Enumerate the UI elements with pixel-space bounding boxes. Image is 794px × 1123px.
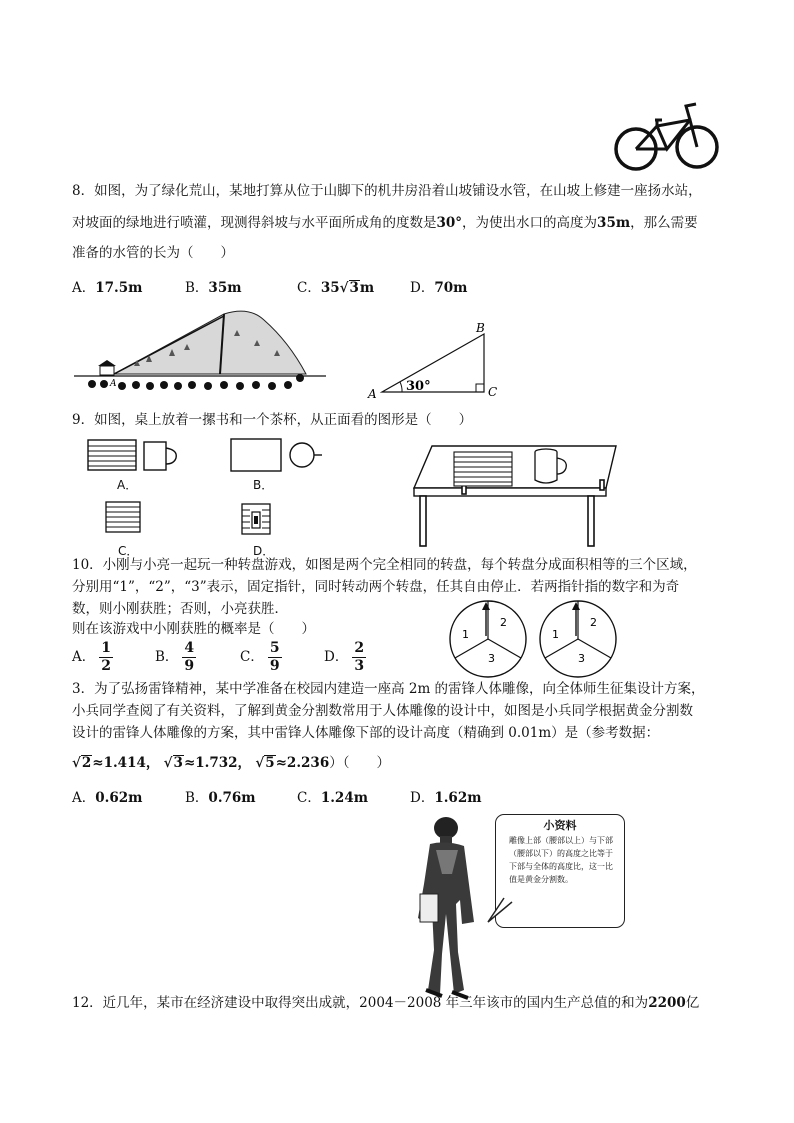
q9-option-b-label[interactable]: B． xyxy=(253,478,274,492)
q9-option-d-label[interactable]: D． xyxy=(253,544,275,558)
fraction-numerator: 2 xyxy=(354,640,365,656)
spinner-region-1: 1 xyxy=(552,628,559,641)
option-value: 0.76m xyxy=(208,790,256,806)
q10-option-a[interactable] xyxy=(72,640,113,675)
spinner-2 xyxy=(536,598,620,680)
q9-option-a-label[interactable]: A． xyxy=(117,478,138,492)
q3-option-c[interactable] xyxy=(297,786,368,806)
q10-text-line-1: 10．小刚与小亮一起玩一种转盘游戏，如图是两个完全相同的转盘，每个转盘分成面积相等的三个区域， xyxy=(72,557,697,573)
option-value: 17.5m xyxy=(95,280,143,296)
fraction-denominator: 2 xyxy=(101,658,111,674)
triangle-angle-label: 30° xyxy=(406,379,431,394)
fraction-denominator: 3 xyxy=(354,658,365,674)
q12-amount: 2200 xyxy=(648,995,686,1011)
q9-option-b-figure[interactable] xyxy=(228,437,324,473)
option-label: A． xyxy=(72,649,96,665)
q12-unit: 亿 xyxy=(685,995,700,1011)
q8-height-value: 35m xyxy=(597,215,631,231)
fraction-denominator: 9 xyxy=(269,658,280,674)
q3-reference-data: √2≈1.414， √3≈1.732， √5≈2.236）（ ） xyxy=(72,755,390,771)
option-label: C． xyxy=(297,790,321,806)
radicand: 2 xyxy=(81,755,92,771)
q10-option-d[interactable] xyxy=(324,640,366,675)
q3-text-line-3: 设计的雷锋人体雕像的方案，其中雷锋人体雕像下部的设计高度（精确到 0.01m）是（参考数据： xyxy=(72,725,660,741)
radicand: 3 xyxy=(173,755,183,771)
spinner-region-2: 2 xyxy=(590,616,597,629)
table-books-cup-illustration xyxy=(410,440,626,552)
triangle-vertex-c: C xyxy=(488,385,498,399)
q3-text-line-1: 3．为了弘扬雷锋精神，某中学准备在校园内建造一座高 2m 的雷锋人体雕像，向全体师生征集设计方案， xyxy=(72,681,705,697)
option-label: D． xyxy=(324,649,349,665)
fraction-numerator: 1 xyxy=(101,640,111,656)
fraction-denominator: 9 xyxy=(184,658,195,674)
q9-option-c-figure[interactable] xyxy=(104,498,144,536)
q3-text-line-2: 小兵同学查阅了有关资料，了解到黄金分割数常用于人体雕像的设计中，如图是小兵同学根据黄金分割数 xyxy=(72,703,693,719)
option-label: C． xyxy=(240,649,264,665)
q8-angle-value: 30° xyxy=(436,215,463,231)
mountain-slope-illustration xyxy=(74,306,330,398)
mountain-point-a-label: A xyxy=(110,379,117,389)
fraction xyxy=(268,640,282,675)
radicand: 5 xyxy=(265,755,275,771)
q8-text-line-2 xyxy=(72,214,698,232)
spinner-region-2: 2 xyxy=(500,616,507,629)
q8-option-a[interactable] xyxy=(72,276,142,296)
option-unit: m xyxy=(359,280,375,296)
option-label: D． xyxy=(410,790,435,806)
spinner-region-3: 3 xyxy=(578,652,585,665)
q3-option-b[interactable] xyxy=(185,786,256,806)
triangle-vertex-b: B xyxy=(476,321,485,335)
fraction xyxy=(99,640,113,675)
q10-text-line-4: 则在该游戏中小刚获胜的概率是（ ） xyxy=(72,621,315,637)
option-label: B． xyxy=(185,280,209,296)
q12-text-part: 12．近几年，某市在经济建设中取得突出成就，2004－2008 年三年该市的国内生产总值的和为 xyxy=(72,995,649,1011)
q8-text-part: ，那么需要 xyxy=(630,215,698,231)
option-value: 1.24m xyxy=(320,790,369,806)
option-label: A． xyxy=(72,790,96,806)
q10-option-b[interactable] xyxy=(155,640,196,675)
fraction xyxy=(182,640,196,675)
spinner-region-1: 1 xyxy=(462,628,469,641)
q9-option-a-figure[interactable] xyxy=(86,438,182,472)
q8-text-part: ，为使出水口的高度为 xyxy=(462,215,598,231)
q3-option-a[interactable] xyxy=(72,786,142,806)
q8-text-line-1: 8．如图，为了绿化荒山，某地打算从位于山脚下的机井房沿着山坡铺设水管，在山坡上修建一座扬水站， xyxy=(72,183,702,199)
option-label: A． xyxy=(72,280,96,296)
option-value: 1.62m xyxy=(434,790,482,806)
reference-value: ≈2.236 xyxy=(275,755,330,771)
q9-text-line-1: 9．如图，桌上放着一摞书和一个茶杯，从正面看的图形是（ ） xyxy=(72,412,473,428)
spinner-1 xyxy=(446,598,530,680)
option-value: 70m xyxy=(434,280,468,296)
option-label: C． xyxy=(297,280,321,296)
q8-option-d[interactable] xyxy=(410,276,467,296)
triangle-vertex-a: A xyxy=(368,387,377,400)
option-label: D． xyxy=(410,280,435,296)
q8-option-c[interactable]: C．35√3m xyxy=(297,280,375,296)
lei-feng-statue-figure xyxy=(412,814,494,1000)
q10-text-line-3: 数，则小刚获胜；否则，小亮获胜． xyxy=(72,601,288,617)
option-radicand: 3 xyxy=(349,280,359,296)
reference-value: ≈1.414， xyxy=(92,755,160,771)
speech-bubble-tail xyxy=(486,896,516,924)
q10-option-c[interactable] xyxy=(240,640,282,675)
option-value: 0.62m xyxy=(95,790,143,806)
fraction-numerator: 5 xyxy=(269,640,280,656)
info-card-body: 雕像上部（腰部以上）与下部（腰部以下）的高度之比等于下部与全体的高度比，这一比值是黄金分割数。 xyxy=(509,836,613,884)
info-card-title: 小资料 xyxy=(543,819,577,832)
reference-tail: ）（ ） xyxy=(329,755,390,771)
reference-value: ≈1.732， xyxy=(183,755,252,771)
option-label: B． xyxy=(185,790,209,806)
q12-text-line-1 xyxy=(72,994,699,1012)
fraction-numerator: 4 xyxy=(184,640,195,656)
option-label: B． xyxy=(155,649,179,665)
bicycle-illustration xyxy=(612,100,722,172)
q8-text-line-3: 准备的水管的长为（ ） xyxy=(72,245,234,261)
q3-option-d[interactable] xyxy=(410,786,482,806)
option-value: 35m xyxy=(208,280,242,296)
q9-option-d-figure[interactable] xyxy=(238,498,278,538)
q8-option-b[interactable] xyxy=(185,276,242,296)
option-value: 35 xyxy=(320,280,340,296)
spinner-region-3: 3 xyxy=(488,652,495,665)
q9-option-c-label[interactable]: C． xyxy=(118,544,139,558)
fraction xyxy=(352,640,366,675)
right-triangle-diagram xyxy=(366,318,506,400)
q10-text-line-2: 分别用“1”，“2”，“3”表示，固定指针，同时转动两个转盘，任其自由停止．若两指针指的数字和为奇 xyxy=(72,579,680,595)
q8-text-part: 对坡面的绿地进行喷灌，现测得斜坡与水平面所成角的度数是 xyxy=(72,215,437,231)
